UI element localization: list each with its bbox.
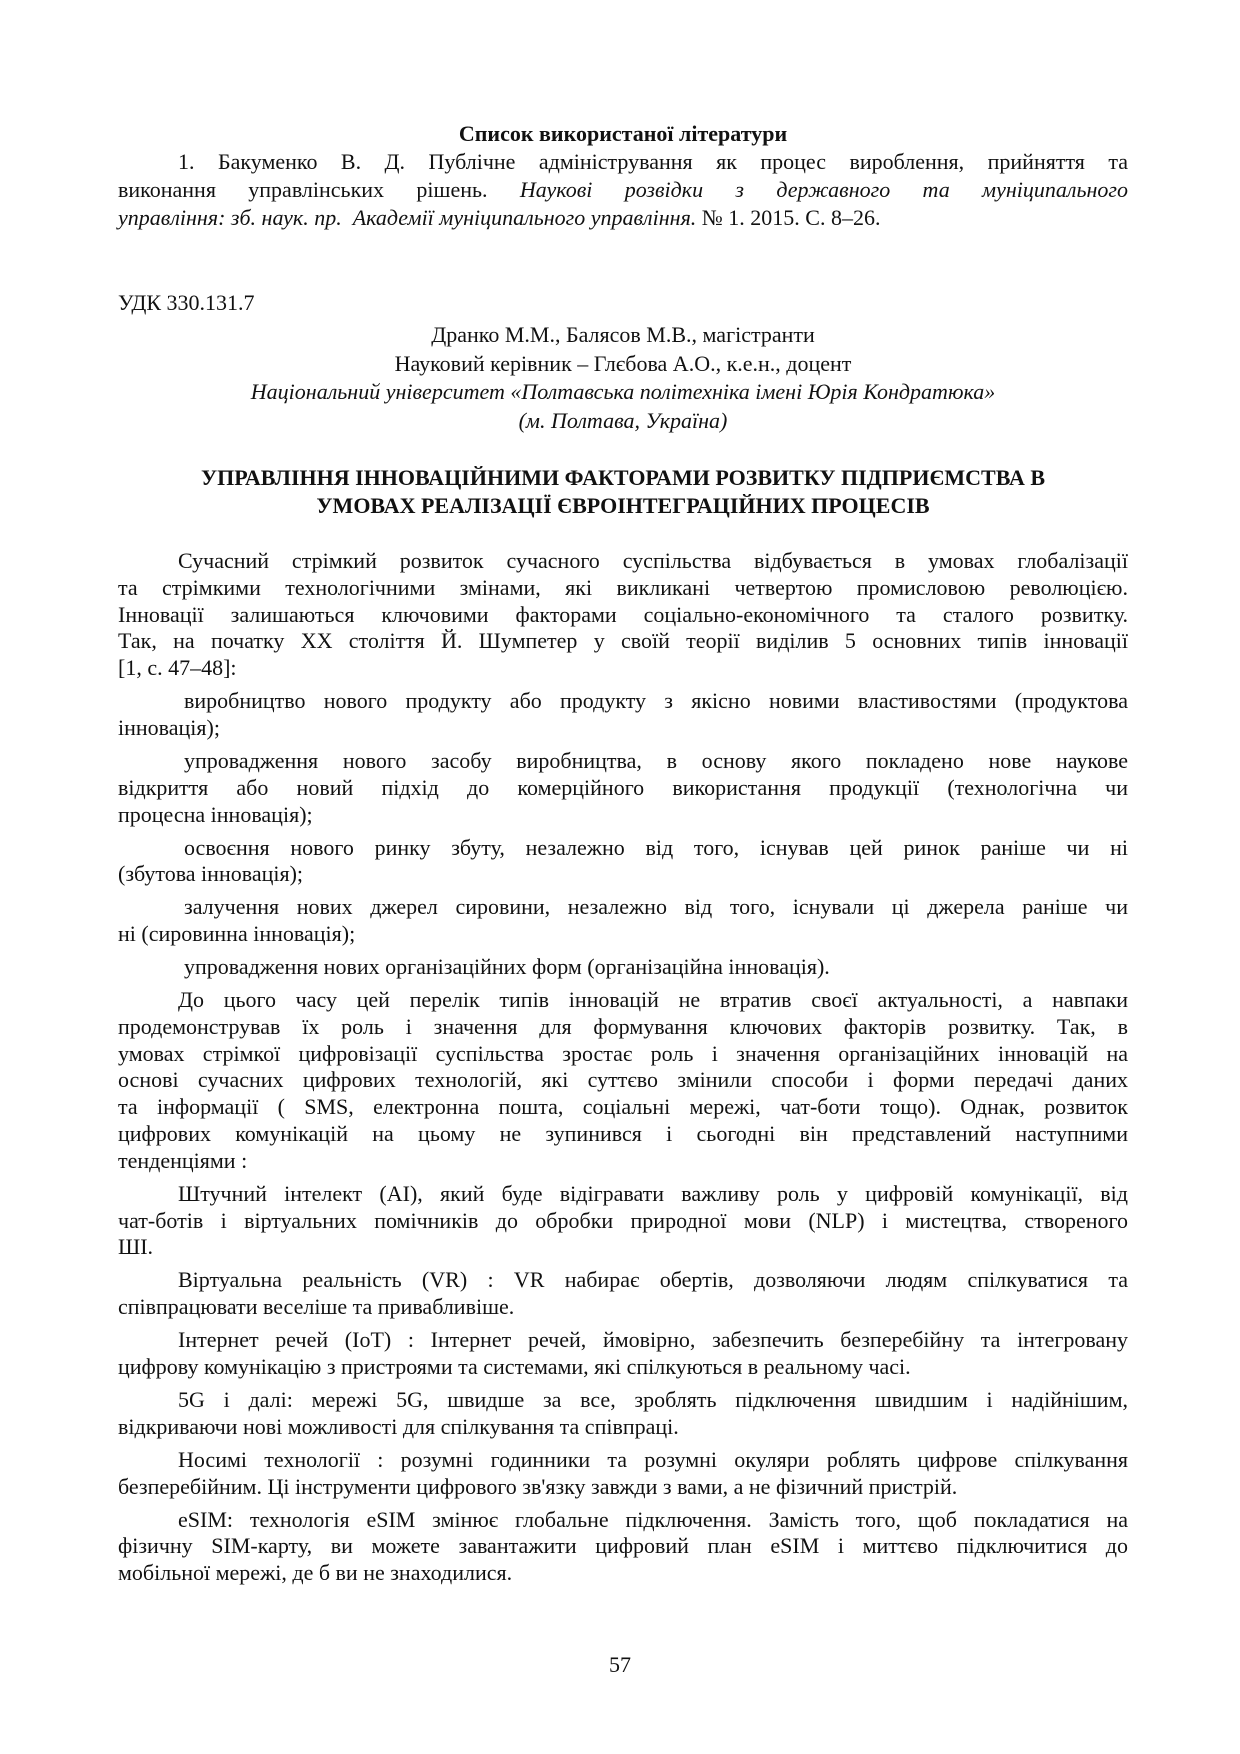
paragraph <box>118 548 1128 682</box>
references-title: Список використаної літератури <box>458 121 788 146</box>
text-line: умовах стрімкої цифровізації суспільства зростає роль і значення організаційних інновацій на <box>118 1040 1128 1066</box>
text-line: Віртуальна реальність (VR) : VR набирає обертів, дозволяючи людям спілкуватися та <box>178 1267 1128 1293</box>
text-line: цифрових комунікацій на цьому не зупинився і сьогодні він представлений наступними <box>118 1121 1128 1147</box>
text-line: ні (сировинна інновація); <box>118 921 356 947</box>
text-line: [1, с. 47–48]: <box>118 655 237 681</box>
text-line: виробництво нового продукту або продукту з якісно новими властивостями (продуктова <box>184 688 1128 714</box>
text-line: залучення нових джерел сировини, незалежно від того, існували ці джерела раніше чи <box>184 894 1128 920</box>
list-item <box>118 748 1128 828</box>
list-item <box>118 688 1128 742</box>
paragraph <box>118 1267 1128 1321</box>
paragraph <box>118 1181 1128 1261</box>
paragraph <box>118 1447 1128 1501</box>
reference-issue: № 1. 2015. С. 8–26. <box>696 205 881 230</box>
reference-line: 1. Бакуменко В. Д. Публічне адміністрування як процес вироблення, прийняття та <box>178 149 1128 174</box>
text-line: (збутова інновація); <box>118 861 304 887</box>
text-line: освоєння нового ринку збуту, незалежно від того, існував цей ринок раніше чи ні <box>184 834 1128 860</box>
text-line: 5G і далі: мережі 5G, швидше за все, зроблять підключення швидшим і надійнішим, <box>178 1386 1128 1412</box>
text-line: мобільної мережі, де б ви не знаходилися. <box>118 1560 513 1586</box>
paragraph <box>118 1327 1128 1381</box>
university: Національний університет «Полтавська політехніка імені Юрія Кондратюка» <box>250 379 996 404</box>
article-body <box>118 548 1128 1587</box>
text-line: та інформації ( SMS, електронна пошта, соціальні мережі, чат-боти тощо). Однак, розвиток <box>118 1094 1128 1120</box>
text-line: відкриття або новий підхід до комерційного використання продукції (технологічна чи <box>118 774 1128 800</box>
supervisor: Науковий керівник – Глєбова А.О., к.е.н., доцент <box>394 350 852 376</box>
authors-block <box>118 321 1128 435</box>
text-line: упровадження нових організаційних форм (організаційна інновація). <box>184 954 830 980</box>
text-line: співпрацювати веселіше та привабливіше. <box>118 1294 515 1320</box>
text-line: До цього часу цей перелік типів інновацій не втратив своєї актуальності, а навпаки <box>178 987 1128 1013</box>
text-line: eSIM: технологія eSIM змінює глобальне підключення. Замість того, щоб покладатися на <box>178 1506 1128 1532</box>
references-section <box>118 120 1128 232</box>
reference-journal: управління: зб. наук. пр. Академії муніципального управління. <box>118 205 697 230</box>
article-title-line: УПРАВЛІННЯ ІННОВАЦІЙНИМИ ФАКТОРАМИ РОЗВИТКУ ПІДПРИЄМСТВА В <box>200 465 1046 490</box>
text-line: продемонстрував їх роль і значення для формування ключових факторів розвитку. Так, в <box>118 1013 1128 1039</box>
text-line: упровадження нового засобу виробництва, в основу якого покладено нове наукове <box>184 747 1128 773</box>
reference-line <box>118 204 1128 232</box>
paragraph <box>118 1507 1128 1587</box>
reference-journal: Наукові розвідки з державного та муніципального <box>519 177 1128 202</box>
paragraph <box>118 987 1128 1175</box>
text-line: цифрову комунікацію з пристроями та системами, які спілкуються в реальному часі. <box>118 1354 911 1379</box>
authors: Дранко М.М., Балясов М.В., магістранти <box>431 322 815 347</box>
text-line: та стрімкими технологічними змінами, які викликані четвертою промисловою революцією. <box>118 574 1128 600</box>
text-line: відкриваючи нові можливості для спілкування та співпраці. <box>118 1413 679 1439</box>
article-title-line: УМОВАХ РЕАЛІЗАЦІЇ ЄВРОІНТЕГРАЦІЙНИХ ПРОЦЕСІВ <box>316 493 930 518</box>
page-number: 57 <box>609 1652 631 1677</box>
list-item <box>118 835 1128 889</box>
text-line: тенденціями : <box>118 1147 248 1173</box>
text-line: ШІ. <box>118 1234 154 1260</box>
article-title <box>118 464 1128 520</box>
reference-text: виконання управлінських рішень. <box>118 177 520 202</box>
text-line: чат-ботів і віртуальних помічників до обробки природної мови (NLP) і мистецтва, створеного <box>118 1207 1128 1233</box>
location: (м. Полтава, Україна) <box>518 407 728 433</box>
udc-code <box>118 290 1128 317</box>
list-item <box>118 954 1128 981</box>
paragraph <box>118 1387 1128 1441</box>
text-line: Інтернет речей (IoT) : Інтернет речей, ймовірно, забезпечить безперебійну та інтегровану <box>178 1327 1128 1353</box>
text-line: основі сучасних цифрових технологій, які суттєво змінили способи і форми передачі даних <box>118 1067 1128 1093</box>
udc-text: УДК 330.131.7 <box>118 290 255 315</box>
text-line: фізичну SIM-карту, ви можете завантажити цифровий план eSIM і миттєво підключитися до <box>118 1533 1128 1559</box>
text-line: Носимі технології : розумні годинники та розумні окуляри роблять цифрове спілкування <box>178 1446 1128 1472</box>
text-line: Штучний інтелект (AI), який буде відігравати важливу роль у цифровій комунікації, від <box>178 1180 1128 1206</box>
text-line: Сучасний стрімкий розвиток сучасного суспільства відбувається в умовах глобалізації <box>178 548 1128 573</box>
list-item <box>118 894 1128 948</box>
text-line: Так, на початку XX століття Й. Шумпетер у своїй теорії виділив 5 основних типів інновації <box>118 628 1128 654</box>
reference-line <box>118 176 1128 204</box>
text-line: процесна інновація); <box>118 801 313 827</box>
text-line: Інновації залишаються ключовими факторами соціально-економічного та сталого розвитку. <box>118 601 1128 627</box>
text-line: інновація); <box>118 714 220 740</box>
text-line: безперебійним. Ці інструменти цифрового зв'язку завжди з вами, а не фізичний пристрій. <box>118 1473 958 1499</box>
